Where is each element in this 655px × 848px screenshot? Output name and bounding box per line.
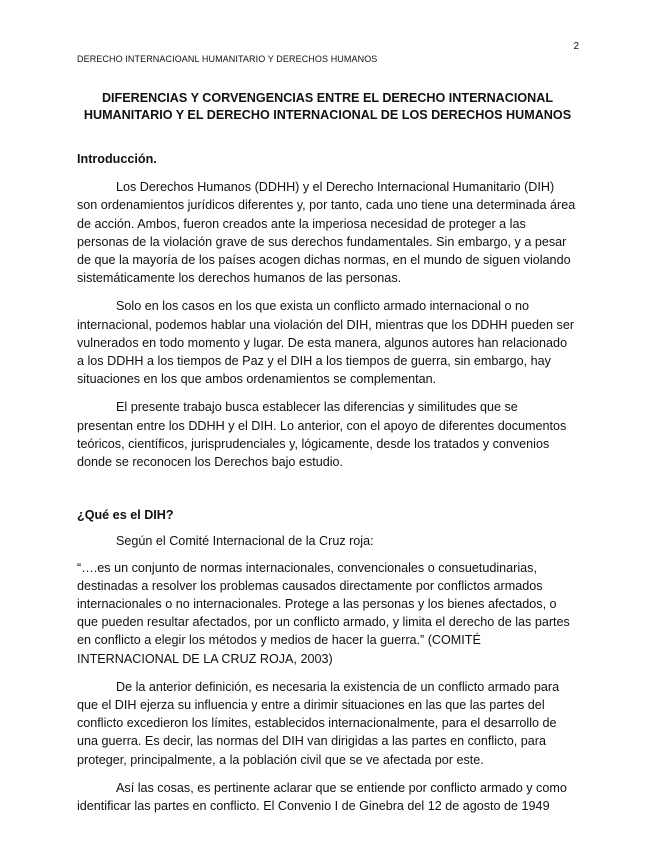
paragraph: Los Derechos Humanos (DDHH) y el Derecho Internacional Humanitario (DIH) son ordenamientos jurídicos diferentes y, por tanto, cada uno tiene una determinada área de acción. Ambos, fueron creados ante la imperiosa necesidad de proteger a las personas de la violación grave de sus derechos fundamentales. Sin embargo, y a pesar de que la mayoría de los países acogen dichas normas, en el mundo de siguen violando sistemáticamente los derechos humanos de las personas. — [77, 180, 576, 286]
section-heading-introduccion: Introducción. — [77, 152, 157, 166]
paragraph: Solo en los casos en los que exista un conflicto armado internacional o no internacional, podemos hablar una violación del DIH, mientras que los DDHH pueden ser vulnerados en todo momento y lugar. De esta manera, algunos autores han relacionado a los DDHH a los tiempos de Paz y el DIH a los tiempos de guerra, sin embargo, hay situaciones en los que ambos ordenamientos se complementan. — [77, 299, 575, 387]
block-quote: “….es un conjunto de normas internacionales, convencionales o consuetudinarias, destinadas a resolver los problemas causados directamente por conflictos armados internacionales o no internacionales. Protege a las personas y los bienes afectados, o que pueden resultar afectados, por un conflicto armado, y limita el derecho de las partes en conflicto a elegir los métodos y medios de hacer la guerra.” (COMITÉ INTERNACIONAL DE LA CRUZ ROJA, 2003) — [77, 560, 570, 666]
paragraph: De la anterior definición, es necesaria la existencia de un conflicto armado para que el DIH ejerza su influencia y entre a dirimir situaciones en las que las partes del conflicto excedieron los límites, establecidos internacionalmente, para el desarrollo de una guerra. Es decir, las normas del DIH van dirigidas a las partes en conflicto, para proteger, principalmente, a la población civil que se ve afectada por este. — [77, 679, 560, 767]
section-heading-que-es-dih: ¿Qué es el DIH? — [77, 508, 174, 523]
document-body — [77, 150, 577, 815]
document-title: DIFERENCIAS Y CORVENGENCIAS ENTRE EL DERECHO INTERNACIONAL HUMANITARIO Y EL DERECHO INTERNACIONAL DE LOS DERECHOS HUMANOS — [83, 91, 572, 122]
paragraph: El presente trabajo busca establecer las diferencias y similitudes que se presentan entre los DDHH y el DIH. Lo anterior, con el apoyo de diferentes documentos teóricos, científicos, jurisprudenciales y, lógicamente, desde los tratados y convenios donde se reconocen los Derechos bajo estudio. — [77, 400, 567, 470]
paragraph: Según el Comité Internacional de la Cruz roja: — [116, 534, 374, 549]
page-number: 2 — [573, 41, 579, 52]
paragraph: Así las cosas, es pertinente aclarar que se entiende por conflicto armado y como identificar las partes en conflicto. El Convenio I de Ginebra del 12 de agosto de 1949 — [77, 780, 567, 814]
running-header: DERECHO INTERNACIOANL HUMANITARIO Y DERECHOS HUMANOS — [77, 54, 378, 64]
